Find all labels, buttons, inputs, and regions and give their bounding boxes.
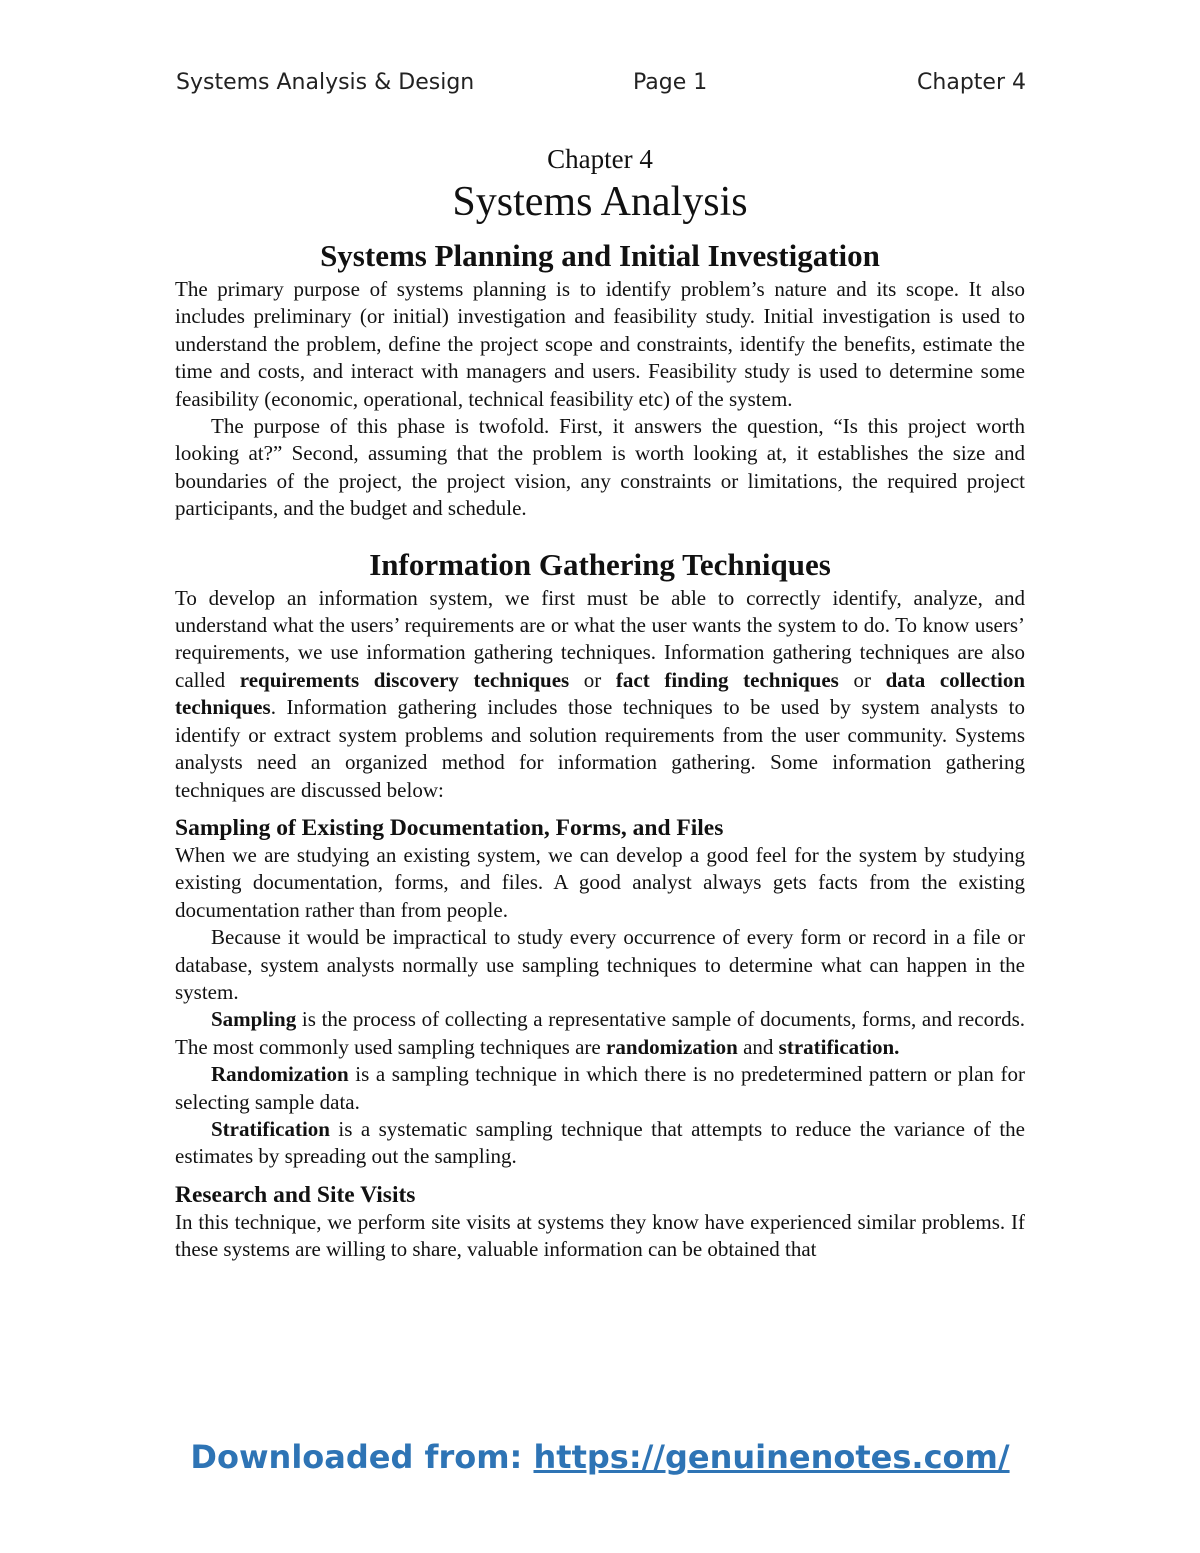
term-fact-finding: fact finding techniques xyxy=(615,667,839,692)
footer-link[interactable]: https://genuinenotes.com/ xyxy=(533,1438,1010,1476)
chapter-number: Chapter 4 xyxy=(547,144,653,174)
paragraph: Because it would be impractical to study every occurrence of every form or record in a file or database, system analysts normally use sampling techniques to determine what can happen in the system. xyxy=(175,925,1025,1004)
paragraph: In this technique, we perform site visits at systems they know have experienced similar problems. If these systems are willing to share, valuable information can be obtained that xyxy=(175,1209,1025,1262)
term-randomization-def: Randomization xyxy=(211,1062,349,1087)
paragraph: Sampling is the process of collecting a representative sample of documents, forms, and records. The most commonly used sampling techniques are randomization and stratification. xyxy=(175,1007,1025,1059)
subsection-heading-sampling: Sampling of Existing Documentation, Forms, and Files xyxy=(175,814,724,841)
paragraph: Stratification is a systematic sampling technique that attempts to reduce the variance of the estimates by spreading out the sampling. xyxy=(175,1116,1025,1169)
term-data-collection: data collection techniques xyxy=(175,667,1026,720)
paragraph: The primary purpose of systems planning is to identify problem’s nature and its scope. It also includes preliminary (or initial) investigation and feasibility study. Initial investigation is used to understand the problem, define the project scope and constraints, identify the benefits, estimate the time and costs, and interact with managers and users. Feasibility study is used to determine some feasibility (economic, operational, technical feasibility etc) of the system. xyxy=(175,277,1025,411)
paragraph: To develop an information system, we first must be able to correctly identify, analyze, and understand what the users’ requirements are or what the user wants the system to do. To know users’ requirements, we use information gathering techniques. Information gathering techniques are also called requirements discovery techniques or fact finding techniques or data collection techniques. Information gathering includes those techniques to be used by system analysts to identify or extract system problems and solution requirements from the user community. Systems analysts need an organized method for information gathering. Some information gathering techniques are discussed below: xyxy=(175,585,1026,802)
subsection-heading-research: Research and Site Visits xyxy=(175,1181,416,1208)
section-heading-planning: Systems Planning and Initial Investigation xyxy=(320,238,880,273)
paragraph: When we are studying an existing system, we can develop a good feel for the system by studying existing documentation, forms, and files. A good analyst always gets facts from the existing documentation rather than from people. xyxy=(175,842,1025,922)
paragraph: Randomization is a sampling technique in which there is no predetermined pattern or plan for selecting sample data. xyxy=(175,1062,1025,1114)
term-requirements-discovery: requirements discovery techniques xyxy=(239,667,570,692)
term-stratification: stratification. xyxy=(778,1034,900,1059)
term-stratification-def: Stratification xyxy=(211,1116,330,1141)
chapter-title: Systems Analysis xyxy=(452,179,748,225)
paragraph: The purpose of this phase is twofold. First, it answers the question, “Is this project worth looking at?” Second, assuming that the problem is worth looking at, it establishes the size and boundaries of the project, the project vision, any constraints or limitations, the required project participants, and the budget and schedule. xyxy=(175,414,1025,521)
footer-label: Downloaded from: xyxy=(190,1438,534,1476)
header-chapter: Chapter 4 xyxy=(917,70,1026,95)
page-content xyxy=(175,142,1025,1264)
header-page-number: Page 1 xyxy=(633,70,708,95)
page-header xyxy=(176,70,1026,102)
header-course-title: Systems Analysis & Design xyxy=(176,70,475,95)
section-heading-information-gathering: Information Gathering Techniques xyxy=(369,546,831,582)
term-randomization: randomization xyxy=(606,1034,738,1059)
download-footer xyxy=(0,1438,1200,1476)
term-sampling: Sampling xyxy=(211,1007,297,1032)
